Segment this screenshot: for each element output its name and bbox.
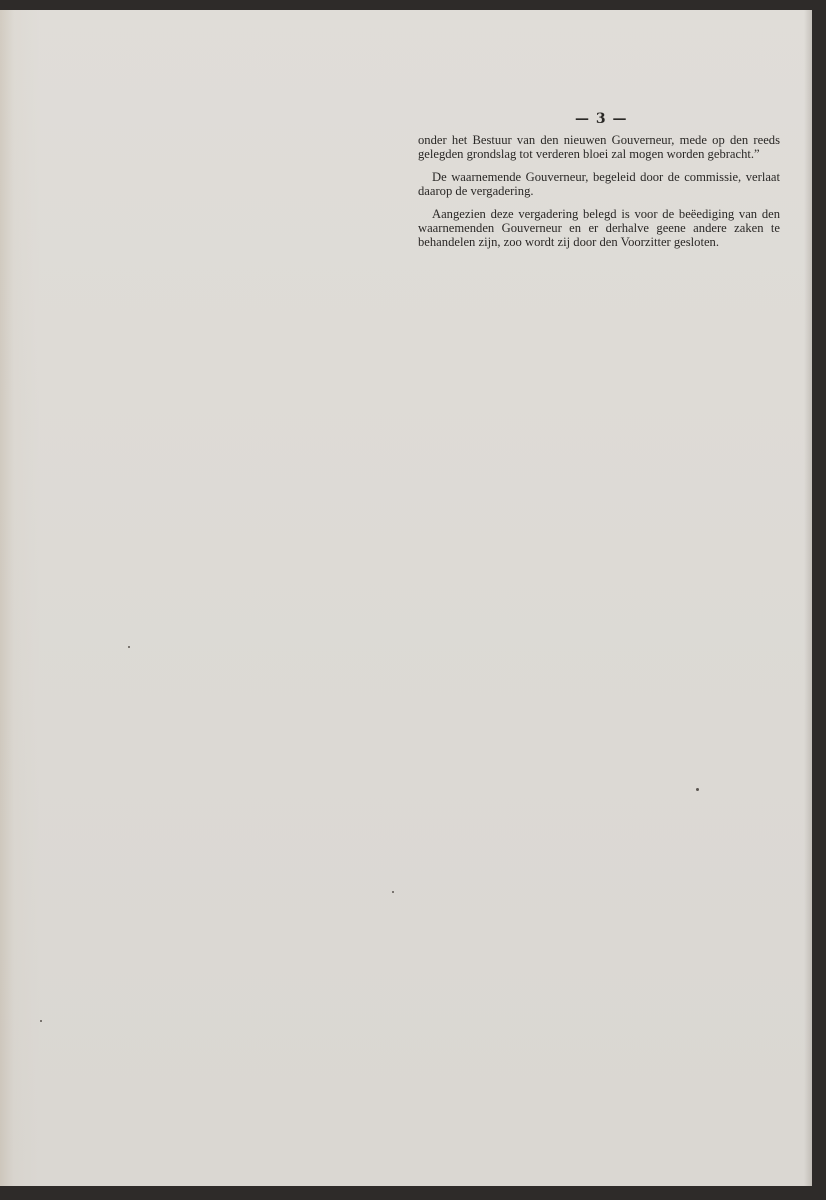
paper-speck — [392, 891, 394, 893]
body-text — [418, 134, 780, 259]
paragraph-meeting-closed: Aangezien deze vergadering belegd is voor de beëediging van den waarnemenden Gouverneur en er derhalve geene andere zaken te behandelen zijn, zoo wordt zij door den Voorzitter gesloten. — [418, 207, 780, 249]
paper-speck — [128, 646, 130, 648]
page-edge-shadow — [804, 10, 812, 1186]
document-page — [0, 10, 812, 1186]
paragraph-continuation: onder het Bestuur van den nieuwen Gouverneur, mede op den reeds gelegden grondslag tot verderen bloei zal mogen worden gebracht.” — [418, 133, 780, 161]
paper-speck — [696, 788, 699, 791]
paragraph-governor-leaves: De waarnemende Gouverneur, begeleid door de commissie, verlaat daarop de vergadering. — [418, 170, 780, 198]
paper-speck — [40, 1020, 42, 1022]
page-number: — 3 — — [575, 111, 628, 127]
